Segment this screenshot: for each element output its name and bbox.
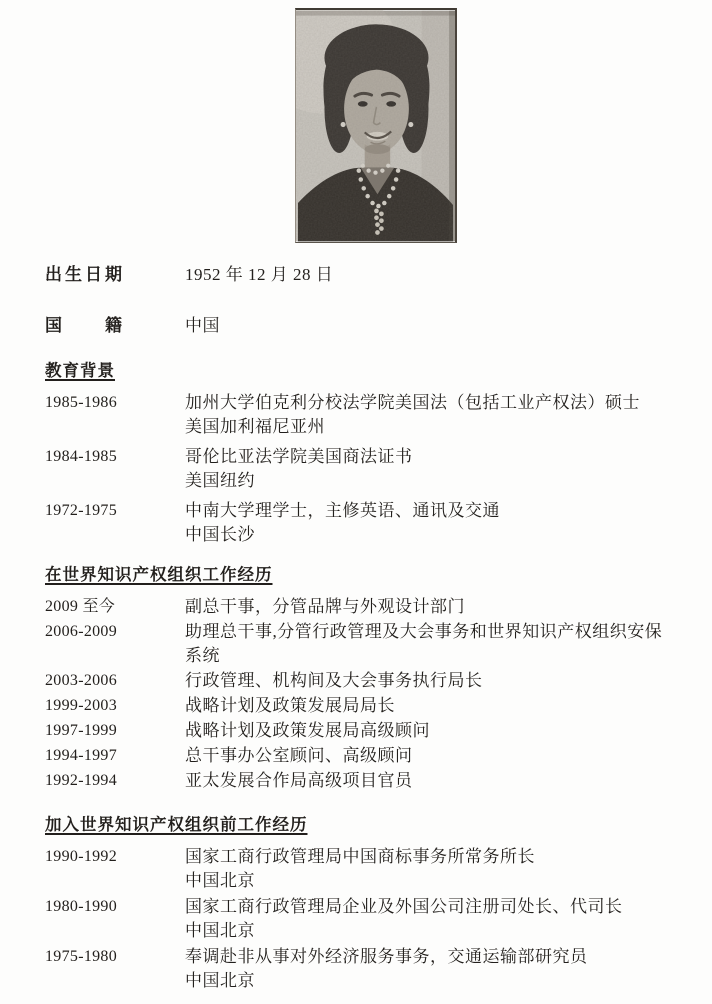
entry-period: 2006-2009 xyxy=(45,623,118,640)
education-entry xyxy=(0,391,712,439)
portrait-photo-graphic xyxy=(296,10,455,242)
entry-description: 亚太发展合作局高级项目官员 xyxy=(185,771,413,790)
education-entry xyxy=(0,499,712,547)
entry-location: 中国北京 xyxy=(185,871,255,890)
portrait-photo xyxy=(295,8,457,243)
entry-body xyxy=(185,845,675,893)
entry-description-continued: 系统 xyxy=(185,646,220,665)
section-pre-wipo-experience xyxy=(0,813,712,993)
entry-body xyxy=(185,945,675,993)
birth-date-label: 出生日期 xyxy=(45,265,125,284)
pre-wipo-entry xyxy=(0,945,712,993)
entry-location: 美国加利福尼亚州 xyxy=(185,417,325,436)
entry-description: 战略计划及政策发展局高级顾问 xyxy=(185,721,430,740)
entry-description: 加州大学伯克利分校法学院美国法（包括工业产权法）硕士 xyxy=(185,393,640,412)
entry-body xyxy=(185,669,675,693)
section-wipo-title: 在世界知识产权组织工作经历 xyxy=(45,565,273,584)
entry-description: 副总干事，分管品牌与外观设计部门 xyxy=(185,597,465,616)
section-pre-wipo-title: 加入世界知识产权组织前工作经历 xyxy=(45,815,308,834)
entry-period: 1985-1986 xyxy=(45,394,118,411)
wipo-entry xyxy=(0,744,712,768)
entry-body xyxy=(185,694,675,718)
wipo-entry xyxy=(0,620,712,668)
entry-body xyxy=(185,391,675,439)
entry-period: 1980-1990 xyxy=(45,898,118,915)
pre-wipo-entry xyxy=(0,845,712,893)
wipo-entry xyxy=(0,595,712,619)
section-wipo-title-row xyxy=(0,563,712,588)
entry-period: 1972-1975 xyxy=(45,502,118,519)
entry-description: 助理总干事,分管行政管理及大会事务和世界知识产权组织安保 xyxy=(185,622,663,641)
section-education-title: 教育背景 xyxy=(45,361,115,380)
birth-date-row xyxy=(0,263,712,287)
entry-period: 1994-1997 xyxy=(45,747,118,764)
section-pre-wipo-title-row xyxy=(0,813,712,838)
entry-period: 1990-1992 xyxy=(45,848,118,865)
section-wipo-experience xyxy=(0,563,712,793)
entry-body xyxy=(185,499,675,547)
entry-body xyxy=(185,620,675,668)
section-education-title-row xyxy=(0,359,712,384)
birth-date-value: 1952 年 12 月 28 日 xyxy=(185,265,334,284)
wipo-entry xyxy=(0,669,712,693)
entry-description: 总干事办公室顾问、高级顾问 xyxy=(185,746,413,765)
nationality-value: 中国 xyxy=(185,316,220,335)
entry-period: 1975-1980 xyxy=(45,948,118,965)
entry-location: 中国北京 xyxy=(185,971,255,990)
entry-description: 战略计划及政策发展局局长 xyxy=(185,696,395,715)
entry-period: 1999-2003 xyxy=(45,697,118,714)
entry-body xyxy=(185,769,675,793)
entry-description: 行政管理、机构间及大会事务执行局长 xyxy=(185,671,483,690)
section-education xyxy=(0,359,712,547)
entry-period: 1997-1999 xyxy=(45,722,118,739)
nationality-row xyxy=(0,314,712,338)
education-entry xyxy=(0,445,712,493)
entry-body xyxy=(185,719,675,743)
entry-period: 1992-1994 xyxy=(45,772,118,789)
entry-period: 2003-2006 xyxy=(45,672,118,689)
entry-body xyxy=(185,445,675,493)
wipo-entry xyxy=(0,769,712,793)
wipo-entry xyxy=(0,719,712,743)
entry-period: 2009 至今 xyxy=(45,598,116,615)
pre-wipo-entry xyxy=(0,895,712,943)
entry-description: 国家工商行政管理局企业及外国公司注册司处长、代司长 xyxy=(185,897,623,916)
nationality-label: 国 籍 xyxy=(45,316,125,335)
entry-location: 中国长沙 xyxy=(185,525,255,544)
entry-description: 奉调赴非从事对外经济服务事务，交通运输部研究员 xyxy=(185,947,588,966)
entry-body xyxy=(185,895,675,943)
entry-body xyxy=(185,595,675,619)
wipo-entry xyxy=(0,694,712,718)
entry-description: 国家工商行政管理局中国商标事务所常务所长 xyxy=(185,847,535,866)
entry-location: 美国纽约 xyxy=(185,471,255,490)
entry-description: 中南大学理学士，主修英语、通讯及交通 xyxy=(185,501,500,520)
entry-period: 1984-1985 xyxy=(45,448,118,465)
entry-location: 中国北京 xyxy=(185,921,255,940)
cv-content xyxy=(0,243,712,995)
entry-body xyxy=(185,744,675,768)
entry-description: 哥伦比亚法学院美国商法证书 xyxy=(185,447,413,466)
